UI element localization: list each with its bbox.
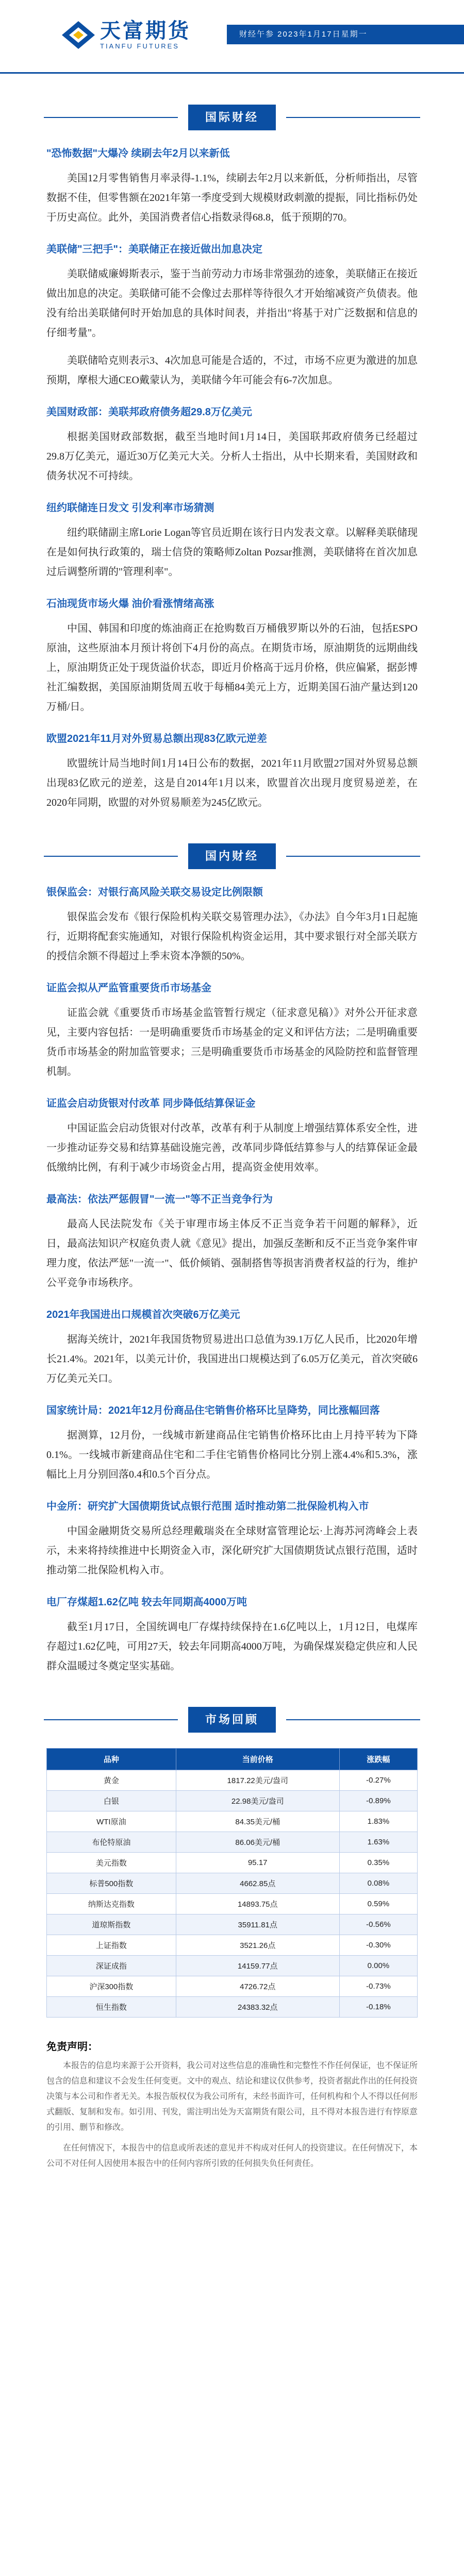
main-content (0, 105, 464, 2172)
market-price-cell: 86.06美元/桶 (176, 1832, 339, 1853)
market-name-cell: 布伦特原油 (47, 1832, 176, 1853)
market-change-cell: 1.63% (339, 1832, 417, 1853)
market-price-cell: 24383.32点 (176, 1997, 339, 2018)
market-price-cell: 35911.81点 (176, 1914, 339, 1935)
market-price-cell: 1817.22美元/盎司 (176, 1770, 339, 1791)
market-name-cell: 道琼斯指数 (47, 1914, 176, 1935)
market-name-cell: 纳斯达克指数 (47, 1894, 176, 1914)
news-paragraph: 据测算，12月份，一线城市新建商品住宅销售价格环比由上月持平转为下降0.1%。一线城市新建商品住宅和二手住宅销售价格同比分别上涨4.4%和5.3%，涨幅比上月分别回落0.4和0.5个百分点。 (46, 1430, 418, 1480)
market-price-cell: 14159.77点 (176, 1956, 339, 1976)
section-title-market: 市场回顾 (188, 1707, 276, 1733)
news-headline: 电厂存煤超1.62亿吨 较去年同期高4000万吨 (46, 1597, 247, 1608)
news-headline: 最高法：依法严惩假冒"一流一"等不正当竞争行为 (46, 1194, 273, 1205)
company-logo (62, 20, 191, 50)
market-name-cell: 沪深300指数 (47, 1976, 176, 1997)
market-header-cell: 品种 (47, 1749, 176, 1770)
market-table-body (47, 1770, 418, 2018)
table-row (47, 1935, 418, 1956)
news-paragraph: 欧盟统计局当地时间1月14日公布的数据，2021年11月欧盟27国对外贸易总额出现83亿欧元的逆差，这是自2014年1月以来，欧盟首次出现月度贸易逆差，在2020年同期，欧盟的对外贸易顺差为245亿欧元。 (46, 758, 418, 808)
news-paragraph: 证监会就《重要货币市场基金监管暂行规定（征求意见稿）》对外公开征求意见，主要内容包括：一是明确重要货币市场基金的定义和评估方法；二是明确重要货币市场基金的附加监管要求；三是明确重要货币市场基金的风险防控和监督管理机制。 (46, 1007, 418, 1077)
table-row (47, 1770, 418, 1791)
table-row (47, 1853, 418, 1873)
table-row (47, 1976, 418, 1997)
market-name-cell: 美元指数 (47, 1853, 176, 1873)
table-row (47, 1873, 418, 1894)
market-name-cell: 恒生指数 (47, 1997, 176, 2018)
market-name-cell: 上证指数 (47, 1935, 176, 1956)
market-change-cell: -0.89% (339, 1791, 417, 1811)
market-price-cell: 4662.85点 (176, 1873, 339, 1894)
market-table-header-row (47, 1749, 418, 1770)
market-table (46, 1748, 418, 2018)
news-headline: 银保监会：对银行高风险关联交易设定比例限额 (46, 887, 263, 898)
news-headline: 美联储"三把手"：美联储正在接近做出加息决定 (46, 244, 262, 255)
logo-name-cn: 天富期货 (100, 20, 191, 42)
disclaimer-paragraph: 在任何情况下，本报告中的信息或所表述的意见并不构成对任何人的投资建议。在任何情况下，本公司不对任何人因使用本报告中的任何内容所引致的任何损失负任何责任。 (46, 2144, 418, 2168)
news-paragraph: 纽约联储副主席Lorie Logan等官员近期在该行日内发表文章。以解释美联储现在是如何执行政策的，瑞士信贷的策略师Zoltan Pozsar推测，美联储将在首次加息过后调整所谓的"管理利率"。 (46, 527, 418, 578)
news-paragraph: 最高人民法院发布《关于审理市场主体反不正当竞争若干问题的解释》，近日，最高法知识产权庭负责人就《意见》提出，加强反垄断和反不正当竞争案件审理力度，依法严惩"一流一"、低价倾销、强制搭售等损害消费者权益的行为，维护公平竞争市场秩序。 (46, 1218, 418, 1289)
news-paragraph: 截至1月17日，全国统调电厂存煤持续保持在1.6亿吨以上，1月12日，电煤库存超过1.62亿吨，可用27天，较去年同期高4000万吨，为确保煤炭稳定供应和人民群众温暖过冬奠定坚实基础。 (46, 1621, 418, 1672)
market-price-cell: 14893.75点 (176, 1894, 339, 1914)
market-change-cell: 0.08% (339, 1873, 417, 1894)
logo-name-en: TIANFU FUTURES (100, 42, 179, 50)
news-headline: "恐怖数据"大爆冷 续刷去年2月以来新低 (46, 148, 230, 159)
logo-mark-icon (62, 21, 95, 49)
market-change-cell: 0.35% (339, 1853, 417, 1873)
news-paragraph: 银保监会发布《银行保险机构关联交易管理办法》，《办法》自今年3月1日起施行，近期将配套实施通知，对银行保险机构资金运用，其中要求银行对全部关联方的授信余额不得超过上季末资本净额的50%。 (46, 911, 418, 962)
market-price-cell: 4726.72点 (176, 1976, 339, 1997)
market-change-cell: -0.73% (339, 1976, 417, 1997)
market-header-cell: 涨跌幅 (339, 1749, 417, 1770)
news-paragraph: 中国金融期货交易所总经理戴瑞炎在全球财富管理论坛·上海苏河湾峰会上表示，未来将持续推进中长期资金入市，深化研究扩大国债期货试点银行范围，适时推动第二批保险机构入市。 (46, 1526, 418, 1576)
market-change-cell: -0.56% (339, 1914, 417, 1935)
market-name-cell: WTI原油 (47, 1811, 176, 1832)
market-price-cell: 84.35美元/桶 (176, 1811, 339, 1832)
market-name-cell: 白银 (47, 1791, 176, 1811)
market-name-cell: 标普500指数 (47, 1873, 176, 1894)
news-headline: 证监会启动货银对付改革 同步降低结算保证金 (46, 1098, 256, 1109)
market-header-cell: 当前价格 (176, 1749, 339, 1770)
news-paragraph: 中国证监会启动货银对付改革，改革有利于从制度上增强结算体系安全性，进一步推动证券交易和结算基础设施完善，改革同步降低结算参与人的结算保证金最低缴纳比例，有利于减少市场资金占用，提高资金使用效率。 (46, 1123, 418, 1173)
market-name-cell: 深证成指 (47, 1956, 176, 1976)
disclaimer-title: 免责声明： (46, 2041, 98, 2053)
market-price-cell: 95.17 (176, 1853, 339, 1873)
market-change-cell: 0.59% (339, 1894, 417, 1914)
table-row (47, 1811, 418, 1832)
news-paragraph: 据海关统计，2021年我国货物贸易进出口总值为39.1万亿人民币，比2020年增长21.4%。2021年，以美元计价，我国进出口规模达到了6.05万亿美元，首次突破6万亿美元关口。 (46, 1334, 418, 1384)
news-headline: 2021年我国进出口规模首次突破6万亿美元 (46, 1309, 240, 1320)
table-row (47, 1791, 418, 1811)
market-change-cell: -0.30% (339, 1935, 417, 1956)
table-row (47, 1956, 418, 1976)
market-change-cell: -0.18% (339, 1997, 417, 2018)
section-title-domestic: 国内财经 (188, 843, 276, 869)
news-paragraph: 美国12月零售销售月率录得-1.1%，续刷去年2月以来新低，分析师指出，尽管数据不佳，但零售额在2021年第一季度受到大规模财政刺激的提振，同比指标仍处于历史高位。此外，美国消费者信心指数录得68.8，低于预期的70。 (46, 173, 418, 223)
disclaimer-paragraph: 本报告的信息均来源于公开资料，我公司对这些信息的准确性和完整性不作任何保证，也不保证所包含的信息和建议不会发生任何变更。文中的观点、结论和建议仅供参考，投资者据此作出的任何投资决策与本公司和作者无关。本报告版权仅为我公司所有，未经书面许可，任何机构和个人不得以任何形式翻版、复制和发布。如引用、刊发，需注明出处为天富期货有限公司，且不得对本报告进行有悖原意的引用、删节和修改。 (46, 2061, 418, 2132)
news-headline: 中金所：研究扩大国债期货试点银行范围 适时推动第二批保险机构入市 (46, 1501, 369, 1512)
market-change-cell: -0.27% (339, 1770, 417, 1791)
market-price-cell: 22.98美元/盎司 (176, 1791, 339, 1811)
news-paragraph: 中国、韩国和印度的炼油商正在抢购数百万桶俄罗斯以外的石油，包括ESPO原油，这些原油本月预计将创下4月份的高点。在期货市场，原油期货的远期曲线上，原油期货正处于现货溢价状态，即近月价格高于远月价格，供应偏紧，据彭博社汇编数据，美国原油期货周五收于每桶84美元上方，近期美国石油产量达到120万桶/日。 (46, 623, 418, 713)
news-paragraph: 根据美国财政部数据，截至当地时间1月14日，美国联邦政府债务已经超过29.8万亿美元，逼近30万亿美元大关。分析人士指出，从中长期来看，美国财政和债务状况不可持续。 (46, 431, 418, 482)
domestic-news-list (46, 885, 418, 1676)
header-date-band: 财经午参 2023年1月17日星期一 (227, 25, 464, 44)
page-header (0, 0, 464, 74)
market-change-cell: 1.83% (339, 1811, 417, 1832)
news-paragraph: 美联储哈克则表示3、4次加息可能是合适的，不过，市场不应更为激进的加息预期，摩根大通CEO戴蒙认为，美联储今年可能会有6-7次加息。 (46, 355, 418, 386)
disclaimer-text (46, 2058, 418, 2172)
section-title-intl: 国际财经 (188, 105, 276, 130)
news-paragraph: 美联储威廉姆斯表示，鉴于当前劳动力市场非常强劲的迹象，美联储正在接近做出加息的决定。美联储可能不会像过去那样等待很久才开始缩减资产负债表。他没有给出美联储何时开始加息的具体时间表，并指出"将基于对广泛数据和信息的仔细考量"。 (46, 268, 418, 338)
table-row (47, 1894, 418, 1914)
intl-news-list (46, 146, 418, 812)
news-headline: 证监会拟从严监管重要货币市场基金 (46, 982, 211, 994)
table-row (47, 1997, 418, 2018)
market-price-cell: 3521.26点 (176, 1935, 339, 1956)
news-headline: 美国财政部：美联邦政府债务超29.8万亿美元 (46, 406, 252, 418)
news-headline: 纽约联储连日发文 引发利率市场猜测 (46, 502, 214, 514)
news-headline: 石油现货市场火爆 油价看涨情绪高涨 (46, 598, 214, 609)
news-headline: 欧盟2021年11月对外贸易总额出现83亿欧元逆差 (46, 733, 267, 744)
market-name-cell: 黄金 (47, 1770, 176, 1791)
news-headline: 国家统计局：2021年12月份商品住宅销售价格环比呈降势，同比涨幅回落 (46, 1405, 380, 1416)
table-row (47, 1832, 418, 1853)
table-row (47, 1914, 418, 1935)
market-change-cell: 0.00% (339, 1956, 417, 1976)
